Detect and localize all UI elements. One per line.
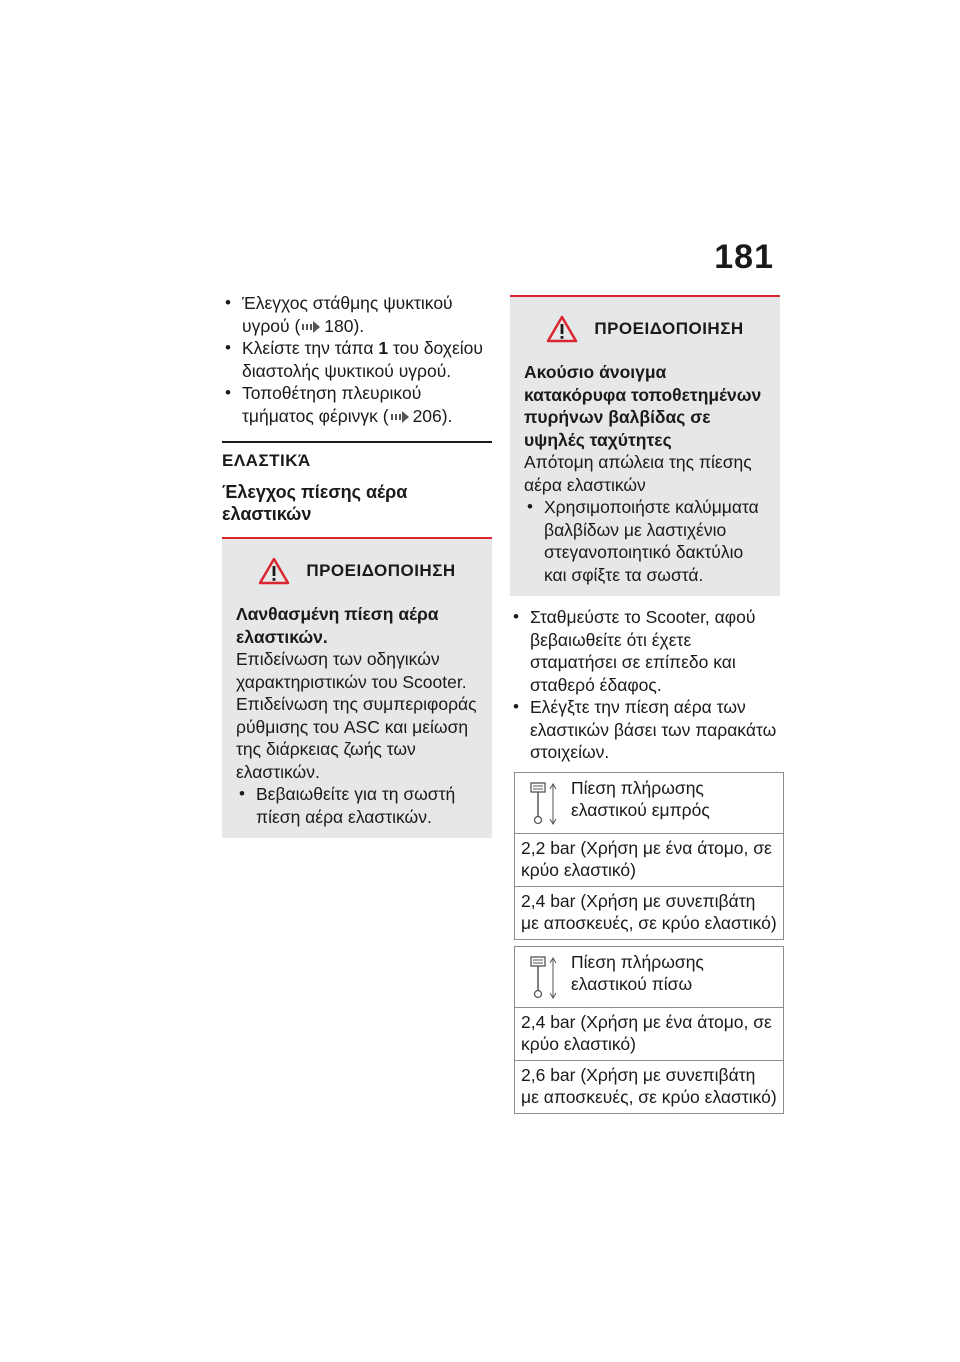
left-column: [222, 292, 492, 838]
page-number: 181: [714, 238, 774, 276]
list-item: • Ελέγξτε την πίεση αέρα των ελαστικών βάσει των παρακάτω στοιχείων.: [510, 696, 780, 764]
section-divider: [222, 441, 492, 443]
page-reference[interactable]: 180: [324, 315, 354, 336]
rear-tyre-pressure-table: [514, 946, 784, 1114]
warning-triangle-icon: [258, 557, 290, 585]
warning-header: [524, 315, 766, 343]
callout-number: 1: [378, 338, 389, 358]
front-tyre-pressure-table: [514, 772, 784, 940]
instruction-list: [510, 606, 780, 764]
tyre-pressure-icon: [529, 955, 559, 1001]
subsection-title: Έλεγχος πίεσης αέρα ελαστικών: [222, 482, 408, 524]
page-reference[interactable]: 206: [412, 405, 442, 426]
list-item: • Χρησιμοποιήστε καλύμματα βαλβίδων με λαστιχένιο στεγανοποιητικό δακτύλιο και σφίξτε τα σωστά.: [524, 496, 766, 586]
right-column: [510, 295, 780, 1114]
list-item: • Βεβαιωθείτε για τη σωστή πίεση αέρα ελαστικών.: [236, 783, 478, 828]
warning-text: Απότομη απώλεια της πίεσης αέρα ελαστικών: [524, 452, 752, 495]
warning-box: [222, 537, 492, 838]
table-row: 2,2 bar (Χρήση με ένα άτομο, σε κρύο ελαστικό): [515, 833, 783, 886]
list-item: • Κλείστε την τάπα 1 του δοχείου διαστολής ψυκτικού υγρού.: [222, 337, 492, 382]
warning-box: [510, 295, 780, 596]
list-item: • Τοποθέτηση πλευρικού τμήματος φέρινγκ ( 206).: [222, 382, 492, 427]
table-row: 2,4 bar (Χρήση με συνεπιβάτη με αποσκευές, σε κρύο ελαστικό): [515, 886, 783, 939]
table-row: 2,4 bar (Χρήση με ένα άτομο, σε κρύο ελαστικό): [515, 1007, 783, 1060]
warning-text: Επιδείνωση των οδηγικών χαρακτηριστικών του Scooter. Επιδείνωση της συμπεριφοράς ρύθμισης του ASC και μείωση της διάρκειας ζωής των ελαστικών.: [236, 649, 477, 782]
warning-subject: Λανθασμένη πίεση αέρα ελαστικών.: [236, 604, 439, 647]
page-reference-arrow-icon: [391, 411, 409, 423]
warning-label: ΠΡΟΕΙΔΟΠΟΙΗΣΗ: [306, 561, 456, 580]
tyre-pressure-icon: [529, 781, 559, 827]
table-header: [515, 947, 783, 1007]
table-header: [515, 773, 783, 833]
warning-label: ΠΡΟΕΙΔΟΠΟΙΗΣΗ: [594, 319, 744, 338]
page-reference-arrow-icon: [302, 321, 320, 333]
list-item: • Έλεγχος στάθμης ψυκτικού υγρού ( 180).: [222, 292, 492, 337]
table-row: 2,6 bar (Χρήση με συνεπιβάτη με αποσκευές, σε κρύο ελαστικό): [515, 1060, 783, 1113]
table-header-text: Πίεση πλήρωσης ελαστικού πίσω: [571, 951, 704, 994]
table-header-text: Πίεση πλήρωσης ελαστικού εμπρός: [571, 777, 710, 820]
warning-triangle-icon: [546, 315, 578, 343]
warning-header: [236, 557, 478, 585]
instruction-list: [222, 292, 492, 427]
warning-subject: Ακούσιο άνοιγμα κατακόρυφα τοποθετημένων πυρήνων βαλβίδας σε υψηλές ταχύτητες: [524, 362, 762, 450]
section-title: ΕΛΑΣΤΙΚΆ: [222, 451, 311, 470]
list-item: • Σταθμεύστε το Scooter, αφού βεβαιωθείτε ότι έχετε σταματήσει σε επίπεδο και σταθερό έδαφος.: [510, 606, 780, 696]
